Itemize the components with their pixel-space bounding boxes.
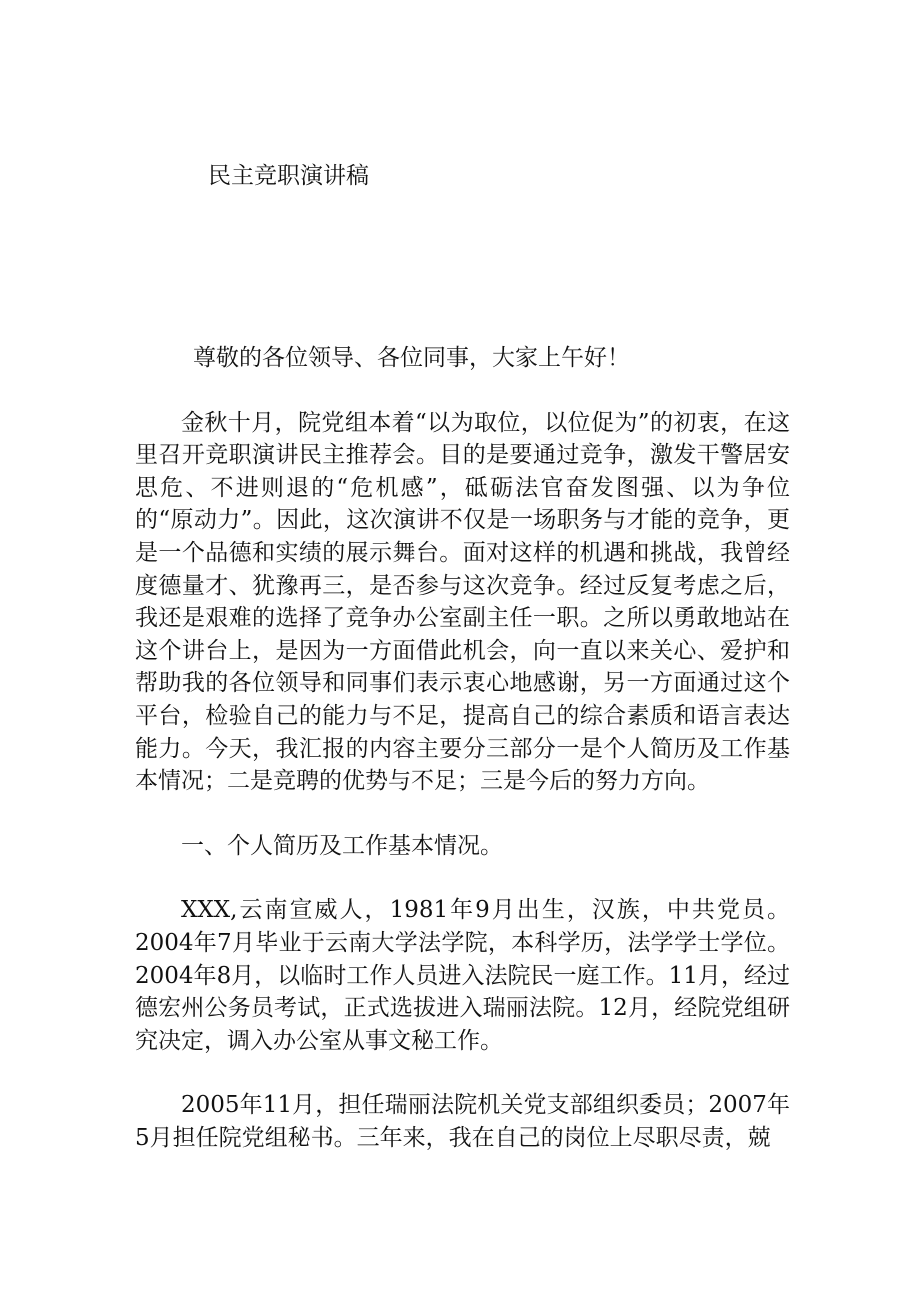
section-heading: 一、个人简历及工作基本情况。 <box>181 832 503 859</box>
greeting-paragraph: 尊敬的各位领导、各位同事，大家上午好！ <box>193 345 630 371</box>
body-paragraph: XXX,云南宣威人，1981年9月出生，汉族，中共党员。2004年7月毕业于云南大学法学院，本科学历，法学学士学位。2004年8月，以临时工作人员进入法院民一庭工作。11月，经过德宏州公务员考试，正式选拔进入瑞丽法院。12月，经院党组研究决定，调入办公室从事文秘工作。 <box>135 897 790 1054</box>
document-body <box>135 342 790 1154</box>
body-paragraph: 2005年11月，担任瑞丽法院机关党支部组织委员；2007年5月担任院党组秘书。三年来，我在自己的岗位上尽职尽责，兢 <box>135 1092 790 1151</box>
body-paragraph: 金秋十月，院党组本着“以为取位，以位促为”的初衷，在这里召开竞职演讲民主推荐会。目的是要通过竞争，激发干警居安思危、不进则退的“危机感”，砥砺法官奋发图强、以为争位的“原动力”。因此，这次演讲不仅是一场职务与才能的竞争，更是一个品德和实绩的展示舞台。面对这样的机遇和挑战，我曾经度德量才、犹豫再三，是否参与这次竞争。经过反复考虑之后，我还是艰难的选择了竞争办公室副主任一职。之所以勇敢地站在这个讲台上，是因为一方面借此机会，向一直以来关心、爱护和帮助我的各位领导和同事们表示衷心地感谢，另一方面通过这个平台，检验自己的能力与不足，提高自己的综合素质和语言表达能力。今天，我汇报的内容主要分三部分一是个人简历及工作基本情况；二是竞聘的优势与不足；三是今后的努力方向。 <box>135 409 790 795</box>
document-title: 民主竞职演讲稿 <box>208 163 369 189</box>
